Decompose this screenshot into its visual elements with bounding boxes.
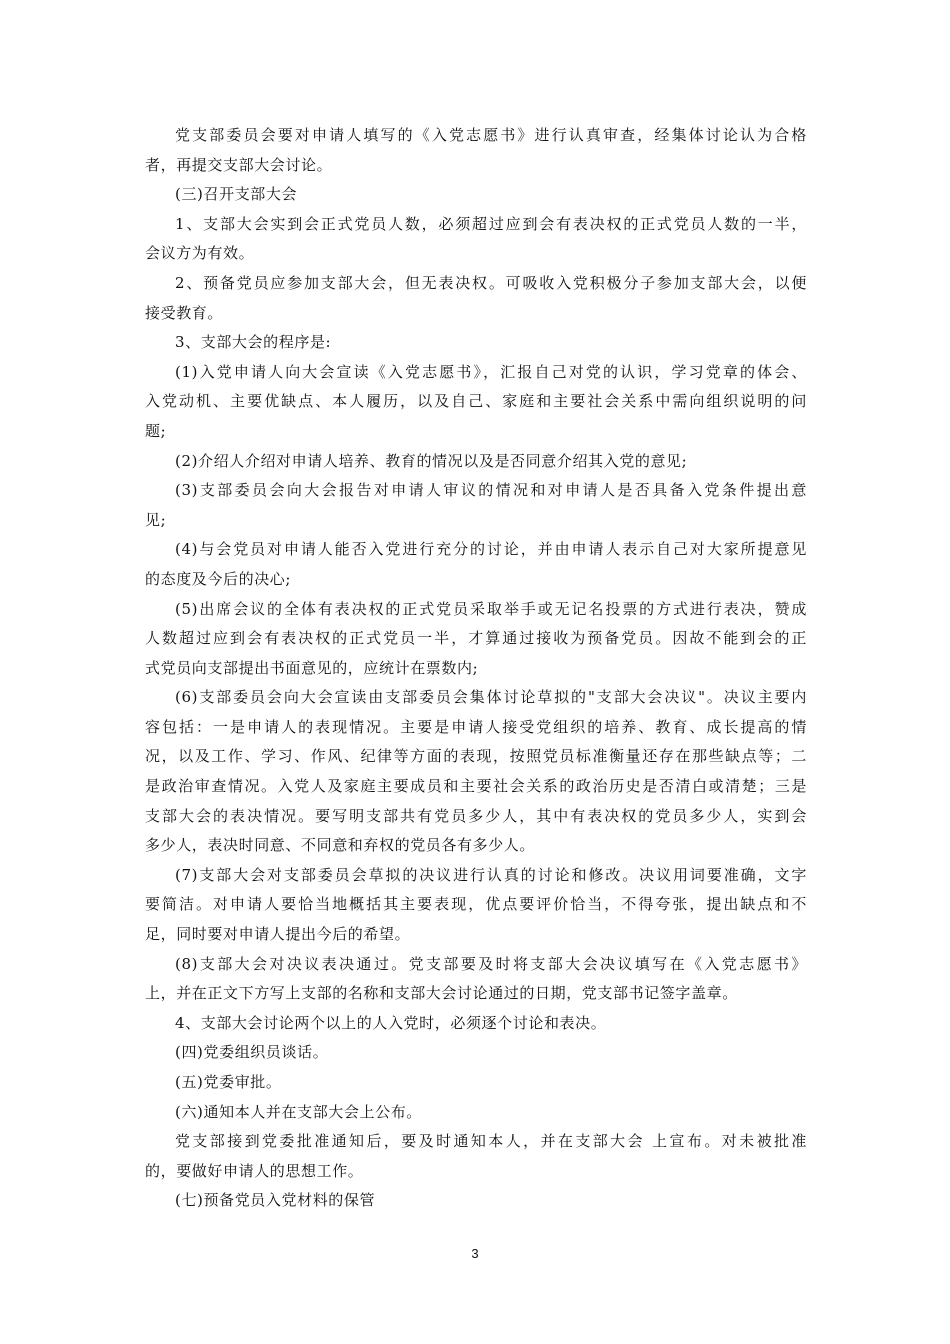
text-line: 足，同时要对申请人提出今后的希望。 bbox=[145, 925, 411, 944]
paragraph bbox=[145, 121, 807, 180]
text-line: 的态度及今后的决心; bbox=[145, 569, 292, 588]
paragraph bbox=[145, 210, 807, 269]
paragraph bbox=[145, 1186, 807, 1216]
text-line: (6)支部委员会向大会宣读由支部委员会集体讨论草拟的"支部大会决议"。决议主要内 bbox=[175, 688, 807, 707]
text-line: (1)入党申请人向大会宣读《入党志愿书》，汇报自己对党的认识，学习党章的体会、 bbox=[175, 362, 807, 381]
paragraph bbox=[145, 1009, 807, 1039]
text-line: (8)支部大会对决议表决通过。党支部要及时将支部大会决议填写在《入党志愿书》 bbox=[175, 954, 807, 973]
text-line: 式党员向支部提出书面意见的，应统计在票数内; bbox=[145, 658, 479, 677]
text-line: 容包括：一是申请人的表现情况。主要是申请人接受党组织的培养、教育、成长提高的情 bbox=[145, 717, 807, 736]
paragraph bbox=[145, 595, 807, 684]
text-line: 支部大会的表决情况。要写明支部共有党员多少人，其中有表决权的党员多少人，实到会 bbox=[145, 806, 807, 825]
text-line: (4)与会党员对申请人能否入党进行充分的讨论，并由申请人表示自己对大家所提意见 bbox=[175, 540, 807, 559]
page-number: 3 bbox=[471, 1246, 479, 1261]
text-line: (五)党委审批。 bbox=[175, 1073, 282, 1091]
text-line: 题; bbox=[145, 421, 167, 440]
text-line: 3、支部大会的程序是: bbox=[175, 333, 332, 352]
text-line: (七)预备党员入党材料的保管 bbox=[175, 1191, 376, 1210]
text-line: 上，并在正文下方写上支部的名称和支部大会讨论通过的日期，党支部书记签字盖章。 bbox=[145, 984, 738, 1003]
text-line: 党支部委员会要对申请人填写的《入党志愿书》进行认真审查，经集体讨论认为合格 bbox=[175, 126, 807, 144]
text-line: 是政治审查情况。入党人及家庭主要成员和主要社会关系的政治历史是否清白或清楚；三是 bbox=[145, 777, 807, 796]
text-line: 的，要做好申请人的思想工作。 bbox=[145, 1161, 364, 1180]
paragraph bbox=[145, 358, 807, 447]
text-line: 党支部接到党委批准通知后，要及时通知本人，并在支部大会 上宣布。对未被批准 bbox=[175, 1132, 807, 1151]
paragraph bbox=[145, 180, 807, 210]
paragraph bbox=[145, 1127, 807, 1186]
paragraph bbox=[145, 1038, 807, 1068]
text-line: 多少人，表决时同意、不同意和弃权的党员各有多少人。 bbox=[145, 836, 536, 855]
text-line: 入党动机、主要优缺点、本人履历，以及自己、家庭和主要社会关系中需向组织说明的问 bbox=[145, 392, 807, 411]
text-line: 见; bbox=[145, 510, 167, 529]
paragraph bbox=[145, 328, 807, 358]
paragraph bbox=[145, 861, 807, 950]
text-line: 况，以及工作、学习、作风、纪律等方面的表现，按照党员标准衡量还存在那些缺点等；二 bbox=[145, 747, 807, 766]
text-line: 1、支部大会实到会正式党员人数，必须超过应到会有表决权的正式党员人数的一半， bbox=[175, 214, 807, 233]
paragraph bbox=[145, 447, 807, 477]
text-line: 者，再提交支部大会讨论。 bbox=[145, 155, 333, 174]
text-line: (7)支部大会对支部委员会草拟的决议进行认真的讨论和修改。决议用词要准确，文字 bbox=[175, 865, 807, 884]
paragraph bbox=[145, 683, 807, 861]
text-line: 2、预备党员应参加支部大会，但无表决权。可吸收入党积极分子参加支部大会，以便 bbox=[175, 273, 807, 292]
paragraph bbox=[145, 1068, 807, 1098]
text-line: 会议方为有效。 bbox=[145, 244, 255, 263]
document-body bbox=[145, 121, 807, 1216]
text-line: (2)介绍人介绍对申请人培养、教育的情况以及是否同意介绍其入党的意见; bbox=[175, 451, 688, 470]
paragraph bbox=[145, 476, 807, 535]
paragraph bbox=[145, 950, 807, 1009]
paragraph bbox=[145, 1098, 807, 1128]
text-line: (四)党委组织员谈话。 bbox=[175, 1043, 329, 1062]
text-line: 要简洁。对申请人要恰当地概括其主要表现，优点要评价恰当，不得夸张，提出缺点和不 bbox=[145, 895, 807, 914]
text-line: 人数超过应到会有表决权的正式党员一半，才算通过接收为预备党员。因故不能到会的正 bbox=[145, 629, 807, 648]
text-line: (三)召开支部大会 bbox=[175, 185, 298, 204]
text-line: (5)出席会议的全体有表决权的正式党员采取举手或无记名投票的方式进行表决，赞成 bbox=[175, 599, 807, 618]
text-line: 接受教育。 bbox=[145, 303, 224, 322]
text-line: 4、支部大会讨论两个以上的人入党时，必须逐个讨论和表决。 bbox=[175, 1013, 607, 1032]
text-line: (六)通知本人并在支部大会上公布。 bbox=[175, 1102, 422, 1121]
paragraph bbox=[145, 269, 807, 328]
paragraph bbox=[145, 535, 807, 594]
text-line: (3)支部委员会向大会报告对申请人审议的情况和对申请人是否具备入党条件提出意 bbox=[175, 481, 807, 500]
